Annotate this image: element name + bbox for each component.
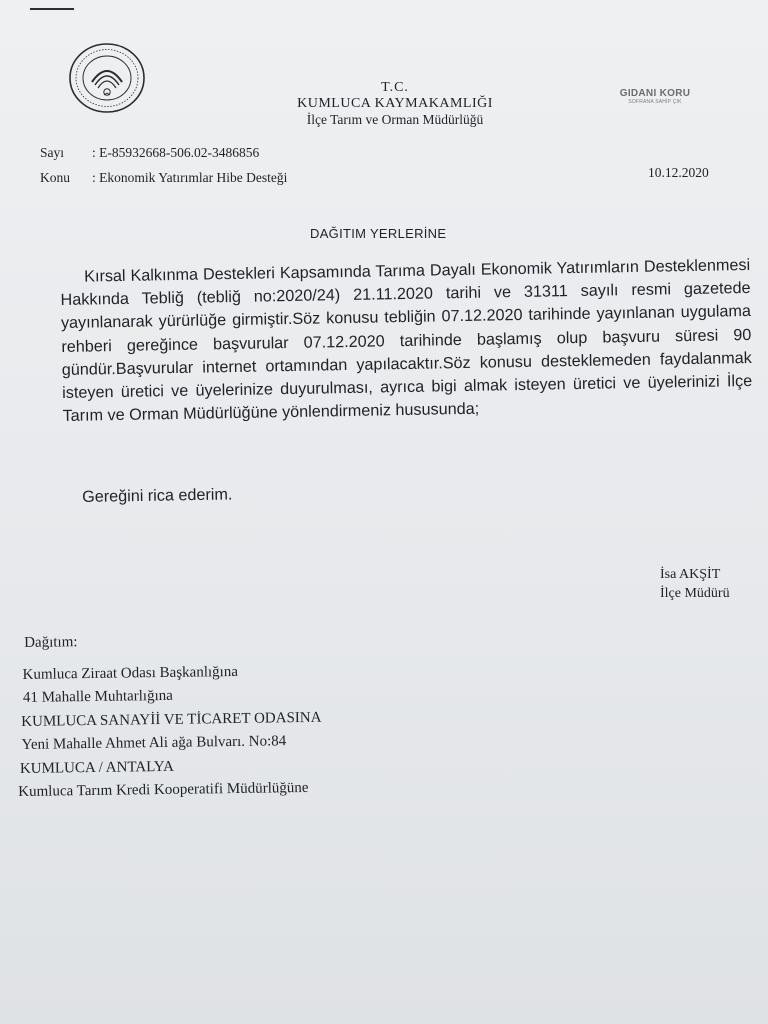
- sayi-row: [40, 145, 259, 161]
- signer-name: İsa AKŞİT: [660, 567, 721, 582]
- konu-value: : Ekonomik Yatırımlar Hibe Desteği: [92, 170, 288, 185]
- document-date: 10.12.2020: [648, 165, 709, 180]
- distribution-item: KUMLUCA / ANTALYA: [19, 758, 174, 777]
- konu-label: Konu: [40, 170, 70, 185]
- recipient-heading: DAĞITIM YERLERİNE: [310, 226, 447, 241]
- body-paragraph: Kırsal Kalkınma Destekleri Kapsamında Tarıma Dayalı Ekonomik Yatırımların Desteklenmesi Hakkında Tebliğ (tebliğ no:2020/24) 21.11.2020 tarihi ve 31311 sayılı resmi gazetede yayınlanarak yürürlüğe girmiştir.Söz konusu tebliğin 07.12.2020 tarihinde yayınlanan uygulama rehberi gereğince başvurular 07.12.2020 tarihinde başlamış olup başvuru süresi 90 gündür.Başvurular internet ortamından yapılacaktır.Söz konusu desteklemeden faydalanmak isteyen üretici ve üyelerinize duyurulması, ayrıca bigi almak isteyen üretici ve üyelerinizi İlçe Tarım ve Orman Müdürlüğüne yönlendirmeniz hususunda;: [60, 255, 753, 426]
- distribution-item: Kumluca Ziraat Odası Başkanlığına: [22, 663, 239, 683]
- sayi-value: : E-85932668-506.02-3486856: [92, 145, 260, 160]
- stamp-text: GIDANI KORU: [619, 88, 691, 99]
- closing-line: Gereğini rica ederim.: [82, 485, 233, 506]
- gidani-koru-logo: [610, 88, 700, 105]
- letterhead: [250, 80, 540, 128]
- signer-title: İlçe Müdürü: [660, 586, 730, 601]
- ministry-emblem-icon: [68, 42, 146, 114]
- konu-row: [40, 170, 287, 186]
- distribution-item: Kumluca Tarım Kredi Kooperatifi Müdürlüğüne: [18, 779, 309, 801]
- sayi-label: Sayı: [40, 145, 65, 160]
- distribution-item: 41 Mahalle Muhtarlığına: [22, 687, 173, 706]
- distribution-heading: Dağıtım:: [24, 634, 78, 651]
- distribution-item: KUMLUCA SANAYİİ VE TİCARET ODASINA: [21, 709, 322, 730]
- letterhead-tc: T.C.: [381, 80, 409, 95]
- letterhead-unit: İlçe Tarım ve Orman Müdürlüğü: [306, 112, 484, 127]
- distribution-item: Yeni Mahalle Ahmet Ali ağa Bulvarı. No:84: [21, 733, 287, 753]
- top-edge-mark: [30, 8, 74, 10]
- stamp-subtext: SOFRANA SAHİP ÇIK: [628, 99, 682, 105]
- distribution-list: [18, 628, 323, 805]
- letterhead-institution: KUMLUCA KAYMAKAMLIĞI: [297, 96, 493, 111]
- signature-block: [660, 565, 730, 603]
